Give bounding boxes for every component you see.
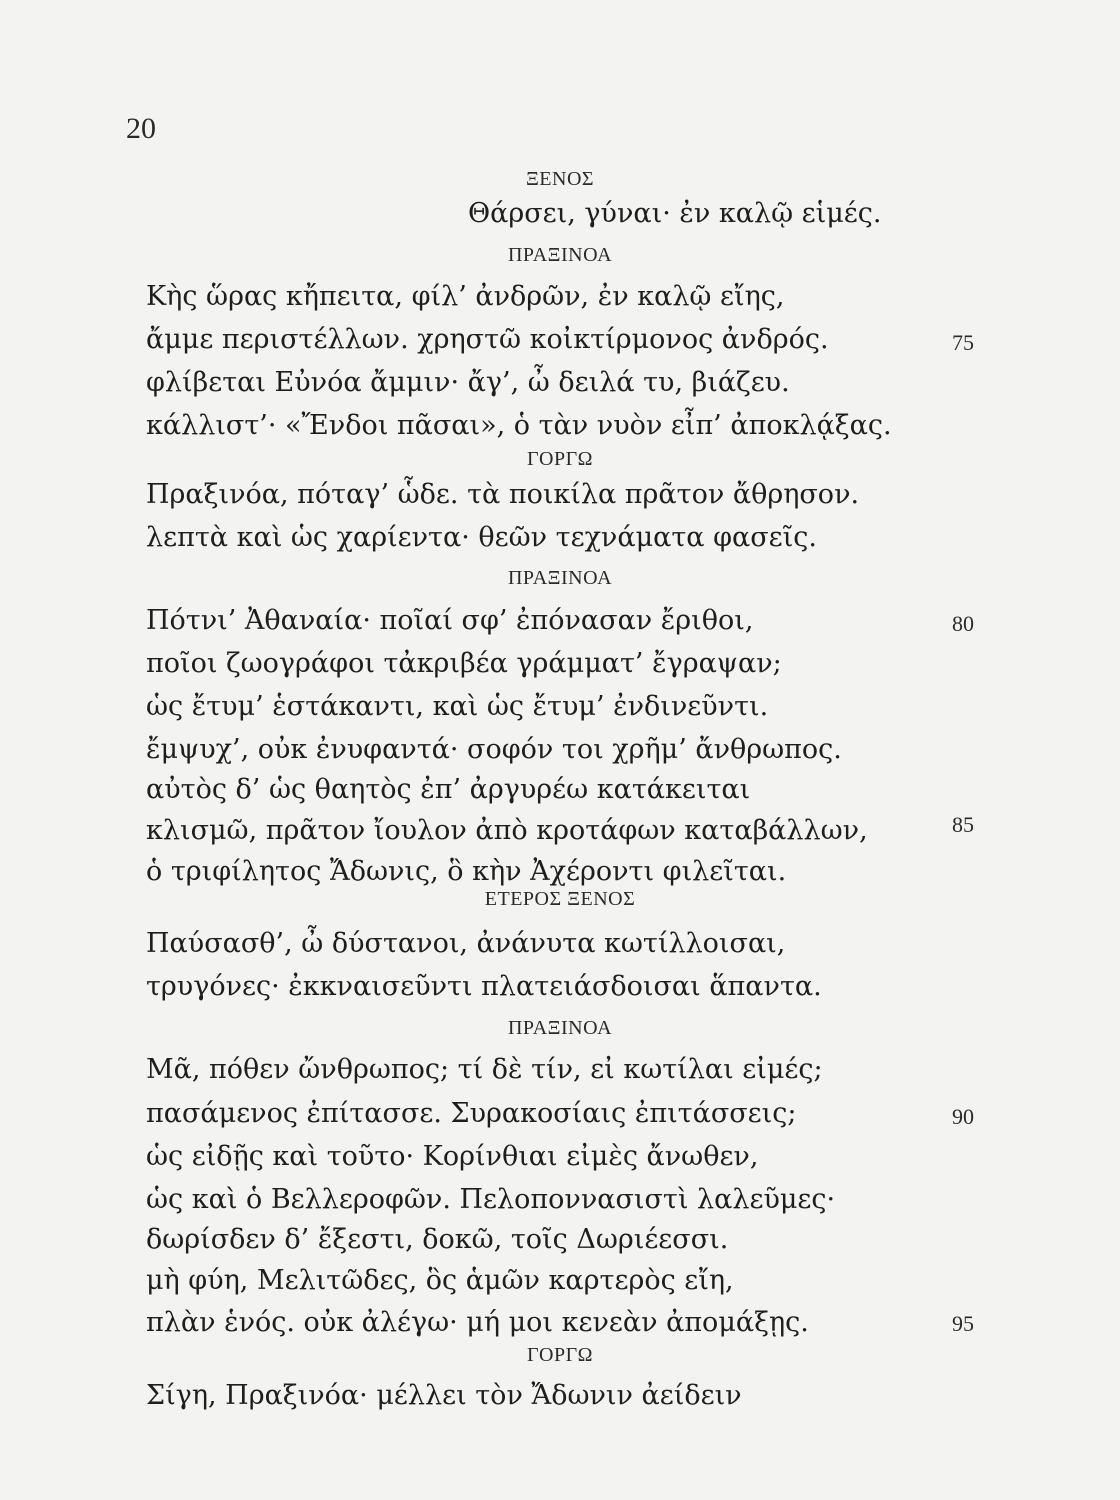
- line-number: 90: [952, 1104, 974, 1129]
- speaker-heading: ΠΡΑΞΙΝΟΑ: [507, 1017, 613, 1039]
- line-number: 75: [952, 330, 974, 355]
- verse-line: τρυγόνες· ἐκκναισεῦντι πλατειάσδοισαι ἅπαντα.: [146, 971, 822, 1002]
- verse-line: Μᾶ, πόθεν ὤνθρωπος; τί δὲ τίν, εἰ κωτίλαι εἰμές;: [146, 1054, 823, 1085]
- verse-line: δωρίσδεν δ’ ἔξεστι, δοκῶ, τοῖς Δωριέεσσι.: [146, 1224, 729, 1255]
- verse-line: Σίγη, Πραξινόα· μέλλει τὸν Ἄδωνιν ἀείδειν: [146, 1380, 742, 1411]
- verse-line: Παύσασθ’, ὦ δύστανοι, ἀνάνυτα κωτίλλοισαι,: [146, 928, 786, 959]
- speaker-heading: ΠΡΑΞΙΝΟΑ: [507, 244, 613, 266]
- speaker-heading: ΓΟΡΓΩ: [526, 1344, 594, 1366]
- verse-line: ὡς καὶ ὁ Βελλεροφῶν. Πελοποννασιστὶ λαλεῦμες·: [146, 1184, 836, 1215]
- verse-line: Πραξινόα, πόταγ’ ὧδε. τὰ ποικίλα πρᾶτον ἄθρησον.: [146, 479, 860, 510]
- line-number: 80: [952, 611, 974, 636]
- line-number: 95: [952, 1311, 974, 1336]
- verse-line: ἄμμε περιστέλλων. χρηστῶ κοἰκτίρμονος ἀνδρός.: [146, 324, 829, 355]
- verse-line: αὐτὸς δ’ ὡς θαητὸς ἐπ’ ἀργυρέω κατάκειται: [146, 774, 751, 805]
- verse-line: πασάμενος ἐπίτασσε. Συρακοσίαις ἐπιτάσσεις;: [146, 1098, 797, 1129]
- speaker-heading: ΓΟΡΓΩ: [526, 448, 594, 470]
- verse-line: ἔμψυχ’, οὐκ ἐνυφαντά· σοφόν τοι χρῆμ’ ἄνθρωπος.: [146, 734, 842, 765]
- verse-line: κλισμῶ, πρᾶτον ἴουλον ἀπὸ κροτάφων καταβάλλων,: [146, 815, 868, 846]
- speaker-heading: ΕΤΕΡΟΣ ΞΕΝΟΣ: [484, 888, 636, 910]
- verse-line: Κὴς ὥρας κἤπειτα, φίλ’ ἀνδρῶν, ἐν καλῷ εἴης,: [146, 281, 785, 312]
- verse-line: Θάρσει, γύναι· ἐν καλῷ εἱμές.: [468, 198, 882, 229]
- verse-line: κάλλιστ’· «Ἔνδοι πᾶσαι», ὁ τὰν νυὸν εἶπ’ ἀποκλᾴξας.: [146, 410, 892, 441]
- speaker-heading: ΞΕΝΟΣ: [525, 168, 595, 190]
- verse-line: ὡς εἰδῇς καὶ τοῦτο· Κορίνθιαι εἰμὲς ἄνωθεν,: [146, 1141, 759, 1172]
- line-number: 85: [952, 812, 974, 837]
- page-number: 20: [126, 112, 156, 145]
- speaker-heading: ΠΡΑΞΙΝΟΑ: [507, 567, 613, 589]
- verse-line: λεπτὰ καὶ ὡς χαρίεντα· θεῶν τεχνάματα φασεῖς.: [146, 522, 817, 553]
- verse-line: φλίβεται Εὐνόα ἄμμιν· ἄγ’, ὦ δειλά τυ, βιάζευ.: [146, 367, 790, 398]
- verse-line: ποῖοι ζωογράφοι τἀκριβέα γράμματ’ ἔγραψαν;: [146, 648, 782, 679]
- verse-line: μὴ φύη, Μελιτῶδες, ὃς ἁμῶν καρτερὸς εἴη,: [146, 1265, 734, 1296]
- verse-line: πλὰν ἑνός. οὐκ ἀλέγω· μή μοι κενεὰν ἀπομάξῃς.: [146, 1307, 809, 1338]
- verse-line: ὁ τριφίλητος Ἄδωνις, ὃ κὴν Ἀχέροντι φιλεῖται.: [146, 856, 787, 887]
- verse-line: Πότνι’ Ἀθαναία· ποῖαί σφ’ ἐπόνασαν ἔριθοι,: [146, 605, 754, 636]
- verse-line: ὡς ἔτυμ’ ἑστάκαντι, καὶ ὡς ἔτυμ’ ἐνδινεῦντι.: [146, 691, 769, 722]
